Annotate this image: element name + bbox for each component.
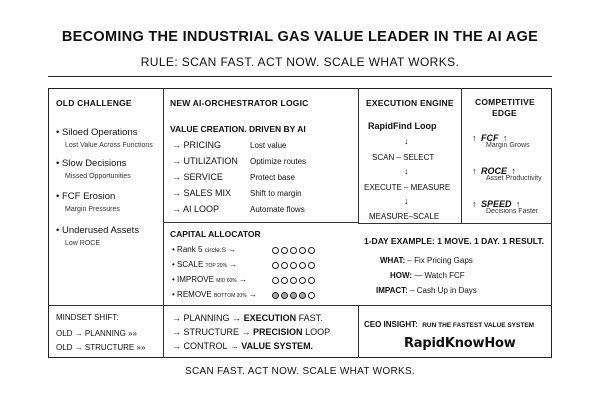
challenge-detail: Missed Opportunities xyxy=(65,173,131,180)
edge-detail: Margin Grows xyxy=(486,142,530,149)
mindset-to: STRUCTURE xyxy=(84,343,135,352)
edge-detail: Asset Productivity xyxy=(486,175,542,182)
value-effect: Shift to margin xyxy=(250,189,302,198)
value-row xyxy=(172,140,221,150)
value-row xyxy=(172,204,219,214)
rapidknowhow-logo: RapidKnowHow xyxy=(404,336,516,351)
circle-icon xyxy=(308,292,315,299)
mindset-row xyxy=(56,343,145,352)
old-challenge-heading: OLD CHALLENGE xyxy=(56,98,132,108)
capital-label: IMPROVE xyxy=(177,275,214,284)
arrow-icon: → xyxy=(172,188,181,198)
shift-to: VALUE SYSTEM. xyxy=(241,341,314,351)
arrow-icon: → xyxy=(229,341,239,351)
example-key: WHAT: xyxy=(380,256,406,265)
edge-heading-line1: COMPETITIVE xyxy=(475,97,535,107)
arrow-icon: → xyxy=(232,313,242,323)
edge-label: SPEED xyxy=(480,199,512,209)
arrow-icon: → xyxy=(172,341,181,351)
example-row xyxy=(376,286,477,295)
shift-suffix: LOOP xyxy=(305,327,331,337)
capital-row xyxy=(172,245,236,254)
value-effect: Lost value xyxy=(250,141,287,150)
rank-circles xyxy=(272,247,315,254)
arrow-icon: → xyxy=(172,313,181,323)
capital-label: Rank 5 xyxy=(177,245,203,254)
challenge-detail: Lost Value Across Functions xyxy=(65,142,153,149)
edge-label: FCF xyxy=(480,133,499,143)
bullet-icon: • xyxy=(172,290,175,299)
example-value: – Fix Pricing Gaps xyxy=(407,256,473,265)
column-divider-1 xyxy=(163,88,164,358)
shift-suffix: FAST. xyxy=(298,313,323,323)
loop-step: EXECUTE – MEASURE xyxy=(364,183,451,192)
arrow-icon: → xyxy=(172,172,181,182)
arrow-icon: → xyxy=(228,245,237,254)
challenge-detail: Margin Pressures xyxy=(65,206,120,213)
value-creation-heading: VALUE CREATION. DRIVEN BY AI xyxy=(170,124,306,134)
circle-icon xyxy=(281,262,288,269)
example-key: HOW: xyxy=(390,271,413,280)
capital-row xyxy=(172,290,257,299)
circle-icon xyxy=(308,277,315,284)
row-divider-capital xyxy=(163,222,358,223)
mindset-from: OLD xyxy=(56,329,73,338)
filled-circle-icon xyxy=(272,292,279,299)
ceo-text: RUN THE FASTEST VALUE SYSTEM xyxy=(422,322,535,329)
list-item xyxy=(56,153,131,180)
challenge-detail: Low ROCE xyxy=(65,240,101,247)
shift-row xyxy=(172,313,323,323)
shift-from: PLANNING xyxy=(183,313,230,323)
challenge-label: • Siloed Operations xyxy=(56,127,138,138)
capital-row xyxy=(172,260,237,269)
circle-icon xyxy=(290,262,297,269)
filled-circle-icon xyxy=(281,292,288,299)
edge-detail: Decisions Faster xyxy=(486,208,539,215)
page-subtitle: RULE: SCAN FAST. ACT NOW. SCALE WHAT WORKS. xyxy=(140,55,460,69)
circle-icon xyxy=(272,277,279,284)
value-row xyxy=(172,172,223,182)
arrow-icon: → xyxy=(241,327,251,337)
circle-icon xyxy=(308,247,315,254)
capital-label: SCALE xyxy=(177,260,204,269)
example-row xyxy=(380,256,473,265)
value-row xyxy=(172,156,238,166)
column-divider-2 xyxy=(358,88,359,223)
edge-label: ROCE xyxy=(480,166,507,176)
capital-note: BOTTOM 20% xyxy=(213,293,247,299)
value-effect: Protect base xyxy=(250,173,295,182)
arrow-icon: → xyxy=(229,260,238,269)
capital-note: MID 60% xyxy=(216,278,237,284)
column-divider-3 xyxy=(461,88,462,223)
shift-from: STRUCTURE xyxy=(183,327,240,337)
arrow-icon: → xyxy=(172,204,181,214)
remove-circles xyxy=(272,292,315,299)
capital-row xyxy=(172,275,247,284)
example-key: IMPACT: xyxy=(376,286,408,295)
column-divider-ceo xyxy=(358,305,359,358)
up-arrow-icon: ↑ xyxy=(472,166,477,176)
circle-icon xyxy=(272,262,279,269)
challenge-label: • FCF Erosion xyxy=(56,191,115,202)
arrow-icon: → xyxy=(172,156,181,166)
header-divider xyxy=(48,76,552,77)
arrow-icon: → xyxy=(172,140,181,150)
circle-icon xyxy=(290,247,297,254)
circle-icon xyxy=(272,247,279,254)
bullet-icon: • xyxy=(172,245,175,254)
up-arrow-icon: ↑ xyxy=(502,133,508,143)
loop-title: RapidFind Loop xyxy=(368,121,437,131)
filled-circle-icon xyxy=(290,292,297,299)
bullet-icon: • xyxy=(172,275,175,284)
loop-step: SCAN – SELECT xyxy=(372,153,435,162)
capital-note: circle:S xyxy=(204,247,226,254)
value-lever: UTILIZATION xyxy=(183,156,238,166)
circle-icon xyxy=(299,277,306,284)
shift-row xyxy=(172,327,330,337)
challenge-label: • Underused Assets xyxy=(56,225,139,236)
example-value: – Cash Up in Days xyxy=(410,286,477,295)
row-divider-example xyxy=(358,223,552,224)
chevrons-icon: »» xyxy=(128,329,137,338)
value-row xyxy=(172,188,231,198)
value-effect: Automate flows xyxy=(250,205,305,214)
ceo-insight xyxy=(364,314,534,332)
circle-icon xyxy=(308,262,315,269)
down-arrow-icon: ↓ xyxy=(404,136,409,146)
capital-note: TOP 20% xyxy=(205,263,228,269)
capital-label: REMOVE xyxy=(177,290,212,299)
circle-icon xyxy=(281,247,288,254)
orchestrator-heading: NEW AI-ORCHESTRATOR LOGIC xyxy=(170,98,309,108)
list-item xyxy=(56,122,153,149)
chevrons-icon: »» xyxy=(136,343,146,352)
shift-to: EXECUTION xyxy=(243,313,297,323)
arrow-icon: → xyxy=(74,329,83,338)
up-arrow-icon: ↑ xyxy=(511,166,516,176)
circle-icon xyxy=(299,247,306,254)
up-arrow-icon: ↑ xyxy=(472,199,477,209)
circle-icon xyxy=(299,262,306,269)
execution-heading: EXECUTION ENGINE xyxy=(366,98,454,108)
down-arrow-icon: ↓ xyxy=(404,196,409,206)
value-effect: Optimize routes xyxy=(250,157,307,166)
value-lever: PRICING xyxy=(183,140,222,150)
arrow-icon: → xyxy=(238,275,247,284)
up-arrow-icon: ↑ xyxy=(472,133,477,143)
capital-heading: CAPITAL ALLOCATOR xyxy=(170,229,261,239)
arrow-icon: → xyxy=(248,290,257,299)
mindset-from: OLD xyxy=(56,343,73,352)
filled-circle-icon xyxy=(299,292,306,299)
footer-tagline: SCAN FAST. ACT NOW. SCALE WHAT WORKS. xyxy=(184,366,416,377)
down-arrow-icon: ↓ xyxy=(404,166,409,176)
shift-row xyxy=(172,341,313,351)
mindset-heading: MINDSET SHIFT: xyxy=(56,313,119,322)
shift-to: PRECISION xyxy=(253,327,303,337)
mindset-to: PLANNING xyxy=(84,329,126,338)
list-item xyxy=(56,220,139,247)
bullet-icon: • xyxy=(172,260,175,269)
arrow-icon: → xyxy=(74,343,83,352)
circle-icon xyxy=(281,277,288,284)
shift-from: CONTROL xyxy=(183,341,228,351)
page-title: BECOMING THE INDUSTRIAL GAS VALUE LEADER IN THE AI AGE xyxy=(61,29,539,45)
edge-heading-line2: EDGE xyxy=(492,108,517,118)
loop-step: MEASURE–SCALE xyxy=(369,212,440,221)
arrow-icon: → xyxy=(172,327,181,337)
example-value: — Watch FCF xyxy=(414,271,465,280)
row-divider-main xyxy=(48,305,552,306)
example-heading: 1-DAY EXAMPLE: 1 MOVE. 1 DAY. 1 RESULT. xyxy=(364,236,544,246)
value-lever: SERVICE xyxy=(183,172,223,182)
value-lever: SALES MIX xyxy=(183,188,232,198)
value-lever: AI LOOP xyxy=(183,204,220,214)
circle-icon xyxy=(290,277,297,284)
list-item xyxy=(56,186,120,213)
challenge-label: • Slow Decisions xyxy=(56,158,126,169)
ceo-label: CEO INSIGHT: xyxy=(364,320,418,329)
mindset-row xyxy=(56,329,137,338)
up-arrow-icon: ↑ xyxy=(515,199,521,209)
improve-circles xyxy=(272,277,315,284)
example-row xyxy=(390,271,465,280)
scale-circles xyxy=(272,262,315,269)
